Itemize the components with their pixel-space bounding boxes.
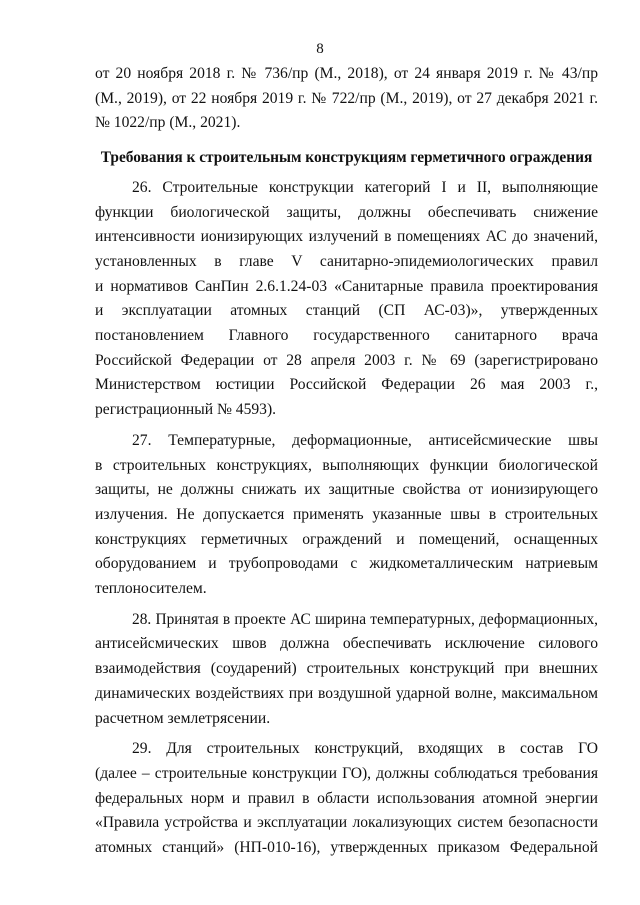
text-line: «Правила устройства и эксплуатации локализующих систем безопасности bbox=[95, 814, 598, 832]
paragraph-28 bbox=[95, 608, 598, 732]
paragraph-26 bbox=[95, 176, 598, 423]
text-line: регистрационный № 4593). bbox=[95, 401, 277, 419]
text-line: федеральных норм и правил в области использования атомной энергии bbox=[95, 789, 598, 807]
text-line: 29. Для строительных конструкций, входящих в состав ГО bbox=[132, 740, 598, 758]
text-line: в строительных конструкциях, выполняющих функции биологической bbox=[95, 456, 598, 474]
text-line: Министерством юстиции Российской Федерации 26 мая 2003 г., bbox=[95, 376, 598, 394]
page-number: 8 bbox=[316, 41, 324, 57]
text-line: Российской Федерации от 28 апреля 2003 г. № 69 (зарегистрировано bbox=[95, 351, 598, 369]
text-line: атомных станций» (НП-010-16), утвержденных приказом Федеральной bbox=[95, 839, 598, 857]
text-line: и эксплуатации атомных станций (СП АС-03)», утвержденных bbox=[95, 302, 598, 320]
intro-paragraph bbox=[95, 62, 598, 136]
text-line: постановлением Главного государственного санитарного врача bbox=[95, 327, 598, 345]
document-body bbox=[95, 62, 598, 861]
text-line: защиты, не должны снижать их защитные свойства от ионизирующего bbox=[95, 481, 598, 499]
text-line: от 20 ноября 2018 г. № 736/пр (М., 2018), от 24 января 2019 г. № 43/пр bbox=[95, 65, 598, 82]
text-line: излучения. Не допускается применять указанные швы в строительных bbox=[95, 505, 598, 523]
text-line: антисейсмических швов должна обеспечивать исключение силового bbox=[95, 635, 598, 653]
text-line: взаимодействия (соударений) строительных конструкций при внешних bbox=[95, 660, 598, 678]
text-line: оборудованием и трубопроводами с жидкометаллическим натриевым bbox=[95, 555, 598, 573]
paragraph-29 bbox=[95, 737, 598, 861]
text-line: функции биологической защиты, должны обеспечивать снижение bbox=[95, 203, 598, 221]
text-line: и нормативов СанПин 2.6.1.24-03 «Санитарные правила проектирования bbox=[95, 277, 598, 295]
text-line: 26. Строительные конструкции категорий I и II, выполняющие bbox=[132, 178, 598, 196]
text-line: расчетном землетрясении. bbox=[95, 709, 271, 727]
text-line: теплоносителем. bbox=[95, 580, 207, 598]
text-line: динамических воздействиях при воздушной ударной волне, максимальном bbox=[95, 684, 598, 702]
text-line: (далее – строительные конструкции ГО), должны соблюдаться требования bbox=[95, 764, 598, 782]
text-line: 28. Принятая в проекте АС ширина температурных, деформационных, bbox=[132, 610, 598, 628]
text-line: конструкциях герметичных ограждений и помещений, оснащенных bbox=[95, 530, 598, 548]
text-line: № 1022/пр (М., 2021). bbox=[95, 114, 241, 132]
text-line: 27. Температурные, деформационные, антисейсмические швы bbox=[132, 431, 598, 449]
section-heading: Требования к строительным конструкциям герметичного ограждения bbox=[100, 149, 593, 167]
text-line: установленных в главе V санитарно-эпидемиологических правил bbox=[95, 252, 598, 270]
text-line: (М., 2019), от 22 ноября 2019 г. № 722/пр (М., 2019), от 27 декабря 2021 г. bbox=[95, 89, 598, 107]
text-line: интенсивности ионизирующих излучений в помещениях АС до значений, bbox=[95, 228, 598, 246]
paragraph-27 bbox=[95, 429, 598, 602]
